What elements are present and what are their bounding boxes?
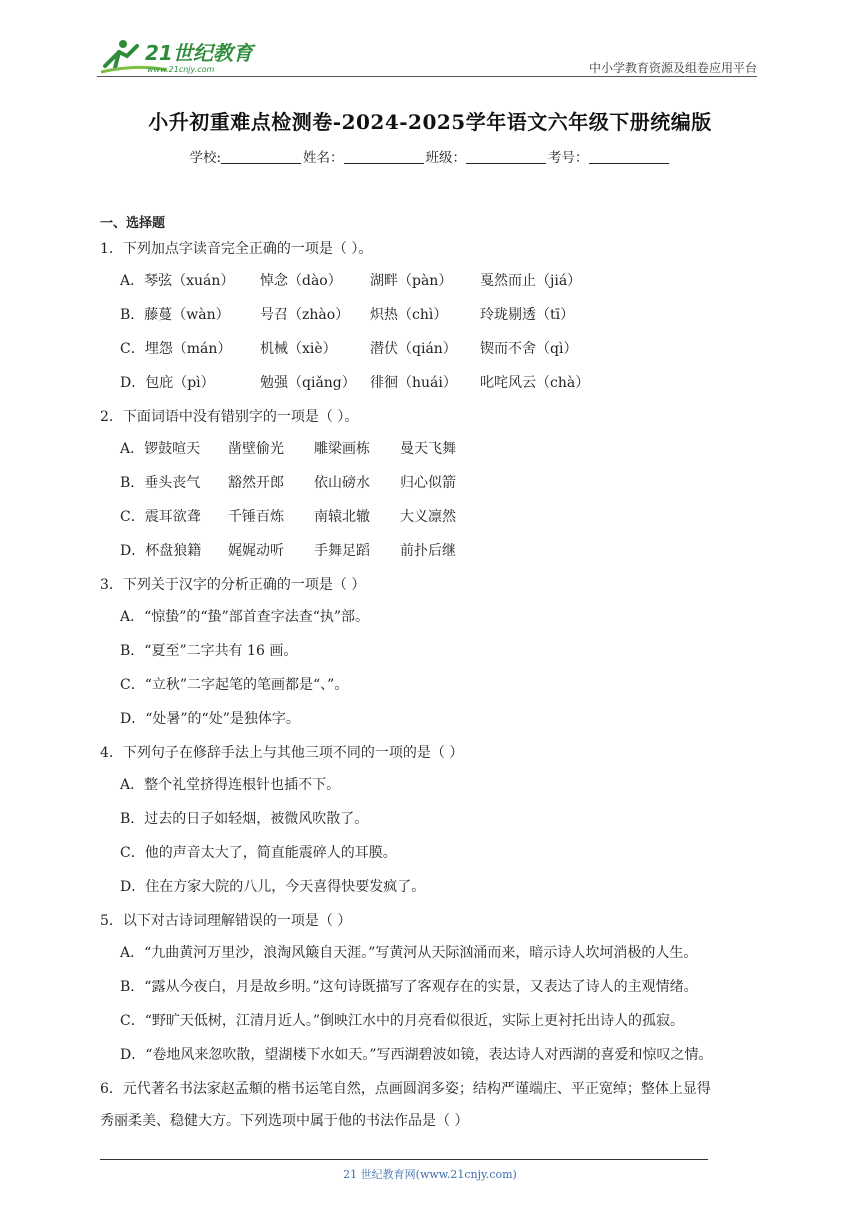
option-word: 大义凛然 — [400, 509, 456, 525]
option-word: C．埋怨（mán） — [120, 341, 232, 357]
option-word: 玲珑剔透（tī） — [480, 307, 575, 323]
option-word: 前扑后继 — [400, 543, 456, 559]
number-blank — [589, 149, 669, 164]
question-stem: 3．下列关于汉字的分析正确的一项是（ ） — [100, 577, 366, 593]
option-row — [100, 439, 765, 459]
option-row — [100, 271, 765, 291]
option-word: 勉强（qiǎng） — [260, 375, 356, 391]
logo-icon — [97, 36, 267, 76]
question-stem: 5．以下对古诗词理解错误的一项是（ ） — [100, 913, 352, 929]
section-heading: 一、选择题 — [100, 216, 166, 231]
option-word: 悼念（dào） — [260, 273, 342, 289]
class-blank — [466, 149, 546, 164]
number-label: 考号： — [548, 150, 589, 166]
option-row: B．“夏至”二字共有 16 画。 — [120, 643, 298, 659]
option-row: A．“九曲黄河万里沙，浪淘风簸自天涯。”写黄河从天际汹涌而来，暗示诗人坎坷消极的人生。 — [120, 945, 698, 961]
option-word: 曼天飞舞 — [400, 441, 456, 457]
option-row: D．“卷地风来忽吹散，望湖楼下水如天。”写西湖碧波如镜，表达诗人对西湖的喜爱和惊叹之情。 — [120, 1047, 713, 1063]
option-word: D．杯盘狼籍 — [120, 543, 202, 559]
logo-text: 21世纪教育 — [145, 41, 253, 65]
logo-url: www.21cnjy.com — [147, 65, 215, 74]
question-stem — [100, 1073, 765, 1137]
option-word: 雕梁画栋 — [314, 441, 370, 457]
option-word: 锲而不舍（qì） — [480, 341, 578, 357]
option-row: B．过去的日子如轻烟，被微风吹散了。 — [120, 811, 369, 827]
option-word: A．锣鼓喧天 — [120, 441, 201, 457]
name-label: 姓名： — [303, 150, 344, 166]
footer-divider — [100, 1159, 708, 1160]
option-row: A．整个礼堂挤得连根针也插不下。 — [120, 777, 341, 793]
logo — [97, 36, 267, 76]
page-title: 小升初重难点检测卷-2024-2025学年语文六年级下册统编版 — [148, 110, 712, 134]
question-stem: 4．下列句子在修辞手法上与其他三项不同的一项的是（ ） — [100, 745, 464, 761]
option-word: 娓娓动听 — [228, 543, 284, 559]
option-row — [100, 373, 765, 393]
question-line: 6．元代著名书法家赵孟頫的楷书运笔自然，点画圆润多姿；结构严谨端庄、平正宽绰；整体上显得 — [100, 1081, 711, 1097]
option-row: C．“野旷天低树，江清月近人。”倒映江水中的月亮看似很近，实际上更衬托出诗人的孤寂。 — [120, 1013, 685, 1029]
option-row — [100, 541, 765, 561]
option-word: 潜伏（qián） — [370, 341, 457, 357]
option-row: D．“处暑”的“处”是独体字。 — [120, 711, 300, 727]
option-word: 归心似箭 — [400, 475, 456, 491]
option-row: B．“露从今夜白，月是故乡明。”这句诗既描写了客观存在的实景，又表达了诗人的主观情绪。 — [120, 979, 698, 995]
option-word: 手舞足蹈 — [314, 543, 370, 559]
option-word: 徘徊（huái） — [370, 375, 457, 391]
option-row — [100, 507, 765, 527]
option-word: 豁然开郎 — [228, 475, 284, 491]
question-line: 秀丽柔美、稳健大方。下列选项中属于他的书法作品是（ ） — [100, 1113, 469, 1129]
option-row: C．“立秋”二字起笔的笔画都是“、”。 — [120, 677, 349, 693]
page-header — [97, 30, 757, 78]
option-word: 湖畔（pàn） — [370, 273, 453, 289]
platform-name: 中小学教育资源及组卷应用平台 — [588, 61, 757, 75]
option-word: 号召（zhào） — [260, 307, 350, 323]
option-word: 炽热（chì） — [370, 307, 448, 323]
option-word: 机械（xiè） — [260, 341, 337, 357]
name-blank — [344, 149, 424, 164]
class-label: 班级： — [425, 150, 467, 166]
option-row — [100, 305, 765, 325]
option-row: C．他的声音太大了，简直能震碎人的耳膜。 — [120, 845, 397, 861]
option-row — [100, 339, 765, 359]
student-info — [0, 146, 860, 166]
question-list — [100, 212, 765, 1137]
option-word: 南辕北辙 — [314, 509, 370, 525]
question-stem: 1．下列加点字读音完全正确的一项是（ ）。 — [100, 241, 373, 257]
option-word: 千锤百炼 — [228, 509, 284, 525]
option-word: 叱咤风云（chà） — [480, 375, 590, 391]
option-word: 依山磅水 — [314, 475, 370, 491]
option-word: C．震耳欲聋 — [120, 509, 201, 525]
school-label: 学校: — [189, 150, 222, 166]
option-word: B．藤蔓（wàn） — [120, 307, 230, 323]
option-row: D．住在方家大院的八儿，今天喜得快要发疯了。 — [120, 879, 426, 895]
option-row — [100, 473, 765, 493]
school-blank — [221, 149, 301, 164]
option-word: A．琴弦（xuán） — [120, 273, 235, 289]
option-word: 凿壁偷光 — [228, 441, 284, 457]
option-word: B．垂头丧气 — [120, 475, 201, 491]
option-row: A．“惊蛰”的“蛰”部首查字法查“执”部。 — [120, 609, 370, 625]
footer-link[interactable]: 21 世纪教育网(www.21cnjy.com) — [343, 1168, 517, 1181]
option-word: 戛然而止（jiá） — [480, 273, 582, 289]
option-word: D．包庇（pì） — [120, 375, 215, 391]
header-divider — [97, 76, 757, 77]
question-stem: 2．下面词语中没有错别字的一项是（ ）。 — [100, 409, 359, 425]
